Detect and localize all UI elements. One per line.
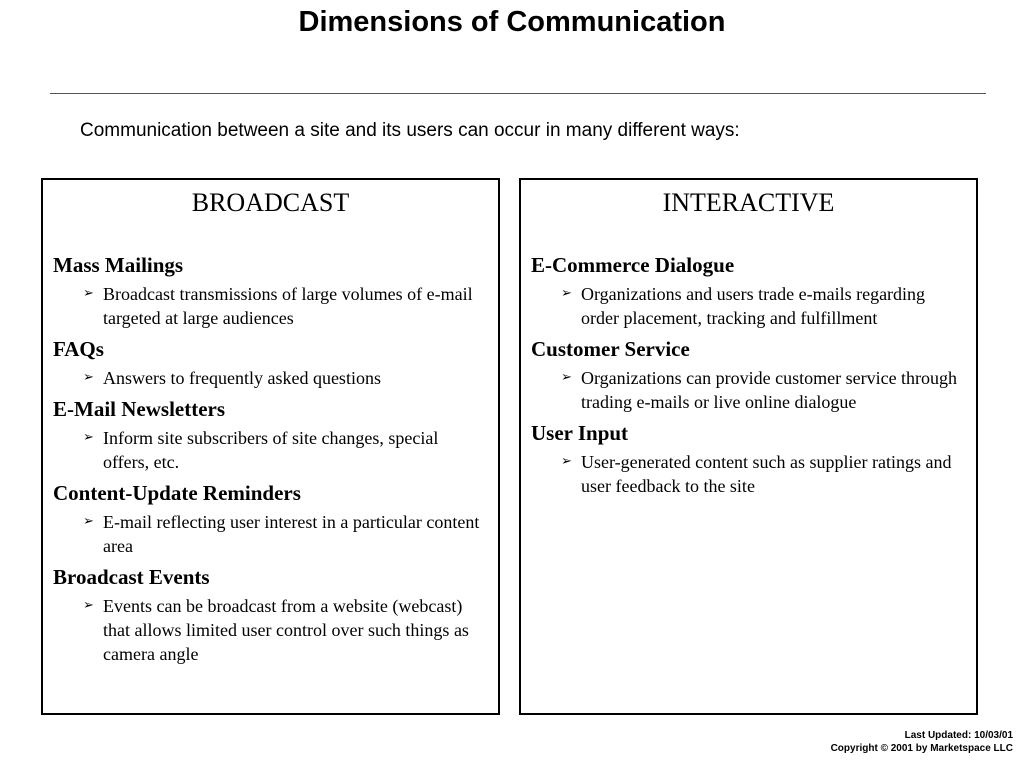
broadcast-panel	[41, 178, 500, 715]
section-title: Broadcast Events	[53, 565, 210, 589]
section-title: FAQs	[53, 337, 104, 361]
list-item	[53, 336, 488, 390]
bullet-row	[531, 450, 966, 498]
copyright: Copyright © 2001 by Marketspace LLC	[830, 743, 1013, 754]
bullet-text: Organizations can provide customer service through trading e-mails or live online dialogue	[581, 368, 958, 412]
arrowhead-bullet-icon: ➢	[83, 598, 94, 613]
section-title: Customer Service	[531, 337, 690, 361]
list-item	[531, 336, 966, 414]
bullet-text: Broadcast transmissions of large volumes of e-mail targeted at large audiences	[103, 284, 473, 328]
list-item	[531, 420, 966, 498]
interactive-panel	[519, 178, 978, 715]
list-item	[531, 252, 966, 330]
bullet-text: Answers to frequently asked questions	[103, 368, 381, 388]
arrowhead-bullet-icon: ➢	[83, 514, 94, 529]
section-title: E-Commerce Dialogue	[531, 253, 735, 277]
list-item	[53, 252, 488, 330]
arrowhead-bullet-icon: ➢	[83, 430, 94, 445]
bullet-row	[53, 594, 488, 666]
bullet-row	[53, 426, 488, 474]
bullet-row	[53, 282, 488, 330]
panel-heading: BROADCAST	[191, 188, 350, 217]
bullet-text: Organizations and users trade e-mails regarding order placement, tracking and fulfillment	[581, 284, 926, 328]
interactive-list	[531, 252, 966, 498]
list-item	[53, 396, 488, 474]
arrowhead-bullet-icon: ➢	[83, 286, 94, 301]
bullet-row	[531, 366, 966, 414]
arrowhead-bullet-icon: ➢	[83, 370, 94, 385]
bullet-text: Inform site subscribers of site changes, special offers, etc.	[103, 428, 439, 472]
bullet-row	[53, 366, 488, 390]
list-item	[53, 480, 488, 558]
page-title: Dimensions of Communication	[298, 6, 726, 38]
bullet-text: User-generated content such as supplier ratings and user feedback to the site	[581, 452, 952, 496]
bullet-text: E-mail reflecting user interest in a particular content area	[103, 512, 480, 556]
bullet-row	[531, 282, 966, 330]
broadcast-list	[53, 252, 488, 666]
bullet-text: Events can be broadcast from a website (webcast) that allows limited user control over such things as camera angle	[103, 596, 469, 664]
arrowhead-bullet-icon: ➢	[561, 454, 572, 469]
title-divider	[50, 93, 986, 94]
intro-text: Communication between a site and its users can occur in many different ways:	[80, 120, 740, 141]
section-title: User Input	[531, 421, 629, 445]
list-item	[53, 564, 488, 666]
footer	[831, 729, 1013, 755]
section-title: Content-Update Reminders	[53, 481, 301, 505]
bullet-row	[53, 510, 488, 558]
section-title: E-Mail Newsletters	[53, 397, 226, 421]
arrowhead-bullet-icon: ➢	[561, 370, 572, 385]
last-updated: Last Updated: 10/03/01	[904, 730, 1013, 741]
arrowhead-bullet-icon: ➢	[561, 286, 572, 301]
panel-heading: INTERACTIVE	[662, 188, 835, 217]
section-title: Mass Mailings	[53, 253, 184, 277]
